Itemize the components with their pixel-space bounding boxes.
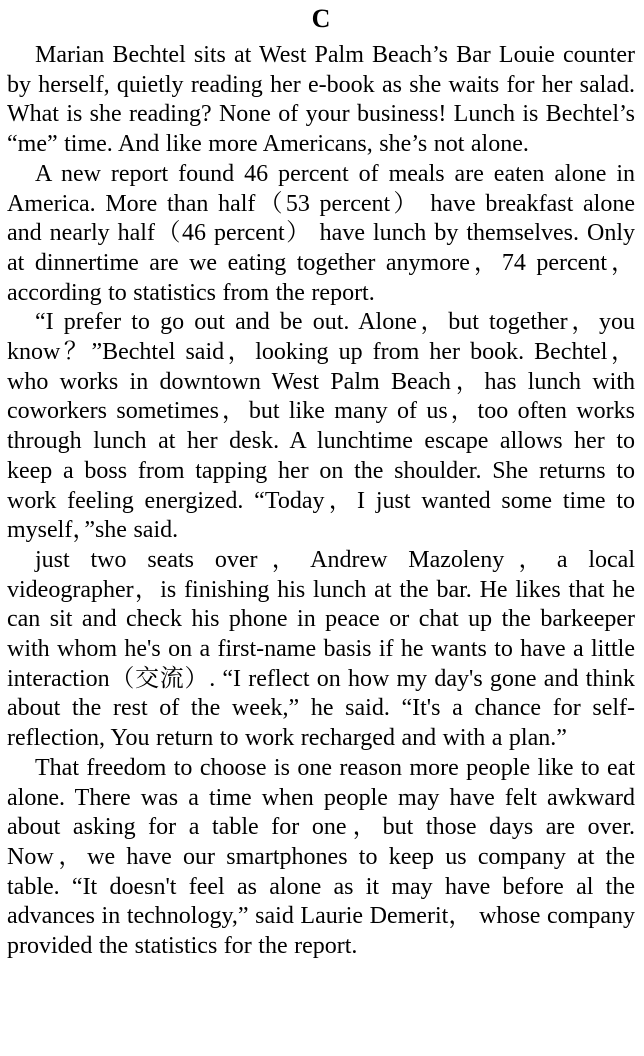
paragraph-5: That freedom to choose is one reason more people like to eat alone. There was a time when people may have felt awkward about asking for a table for one，but those days are over. Now，we have our smartphones to keep us company at the table. “It doesn't feel as alone as it may have before al the advances in technology,” said Laurie Demerit， whose company provided the statistics for the report.: [7, 754, 635, 960]
paragraph-3: “I prefer to go out and be out. Alone，but together，you know？”Bechtel said，looking up from her book. Bechtel，who works in downtown West Palm Beach，has lunch with coworkers sometimes，but like many of us，too often works through lunch at her desk. A lunchtime escape allows her to keep a boss from tapping her on the shoulder. She returns to work feeling energized. “Today，I just wanted some time to myself，”she said.: [7, 309, 635, 544]
passage-section-title: C: [311, 4, 331, 33]
paragraph-1: Marian Bechtel sits at West Palm Beach’s Bar Louie counter by herself, quietly reading her e-book as she waits for her salad. What is she reading? None of your business! Lunch is Bechtel’s “me” time. And like more Americans, she’s not alone.: [7, 42, 635, 158]
paragraph-4: just two seats over，Andrew Mazoleny，a local videographer，is finishing his lunch at the bar. He likes that he can sit and check his phone in peace or chat up the barkeeper with whom he's on a first-name basis if he wants to have a little interaction（交流）. “I reflect on how my day's gone and think about the rest of the week,” he said. “It's a chance for self-reflection, You return to work recharged and with a plan.”: [7, 546, 635, 752]
paragraph-2: A new report found 46 percent of meals are eaten alone in America. More than half（53 percent） have breakfast alone and nearly half（46 percent） have lunch by themselves. Only at dinnertime are we eating together anymore，74 percent，according to statistics from the report.: [7, 160, 635, 306]
